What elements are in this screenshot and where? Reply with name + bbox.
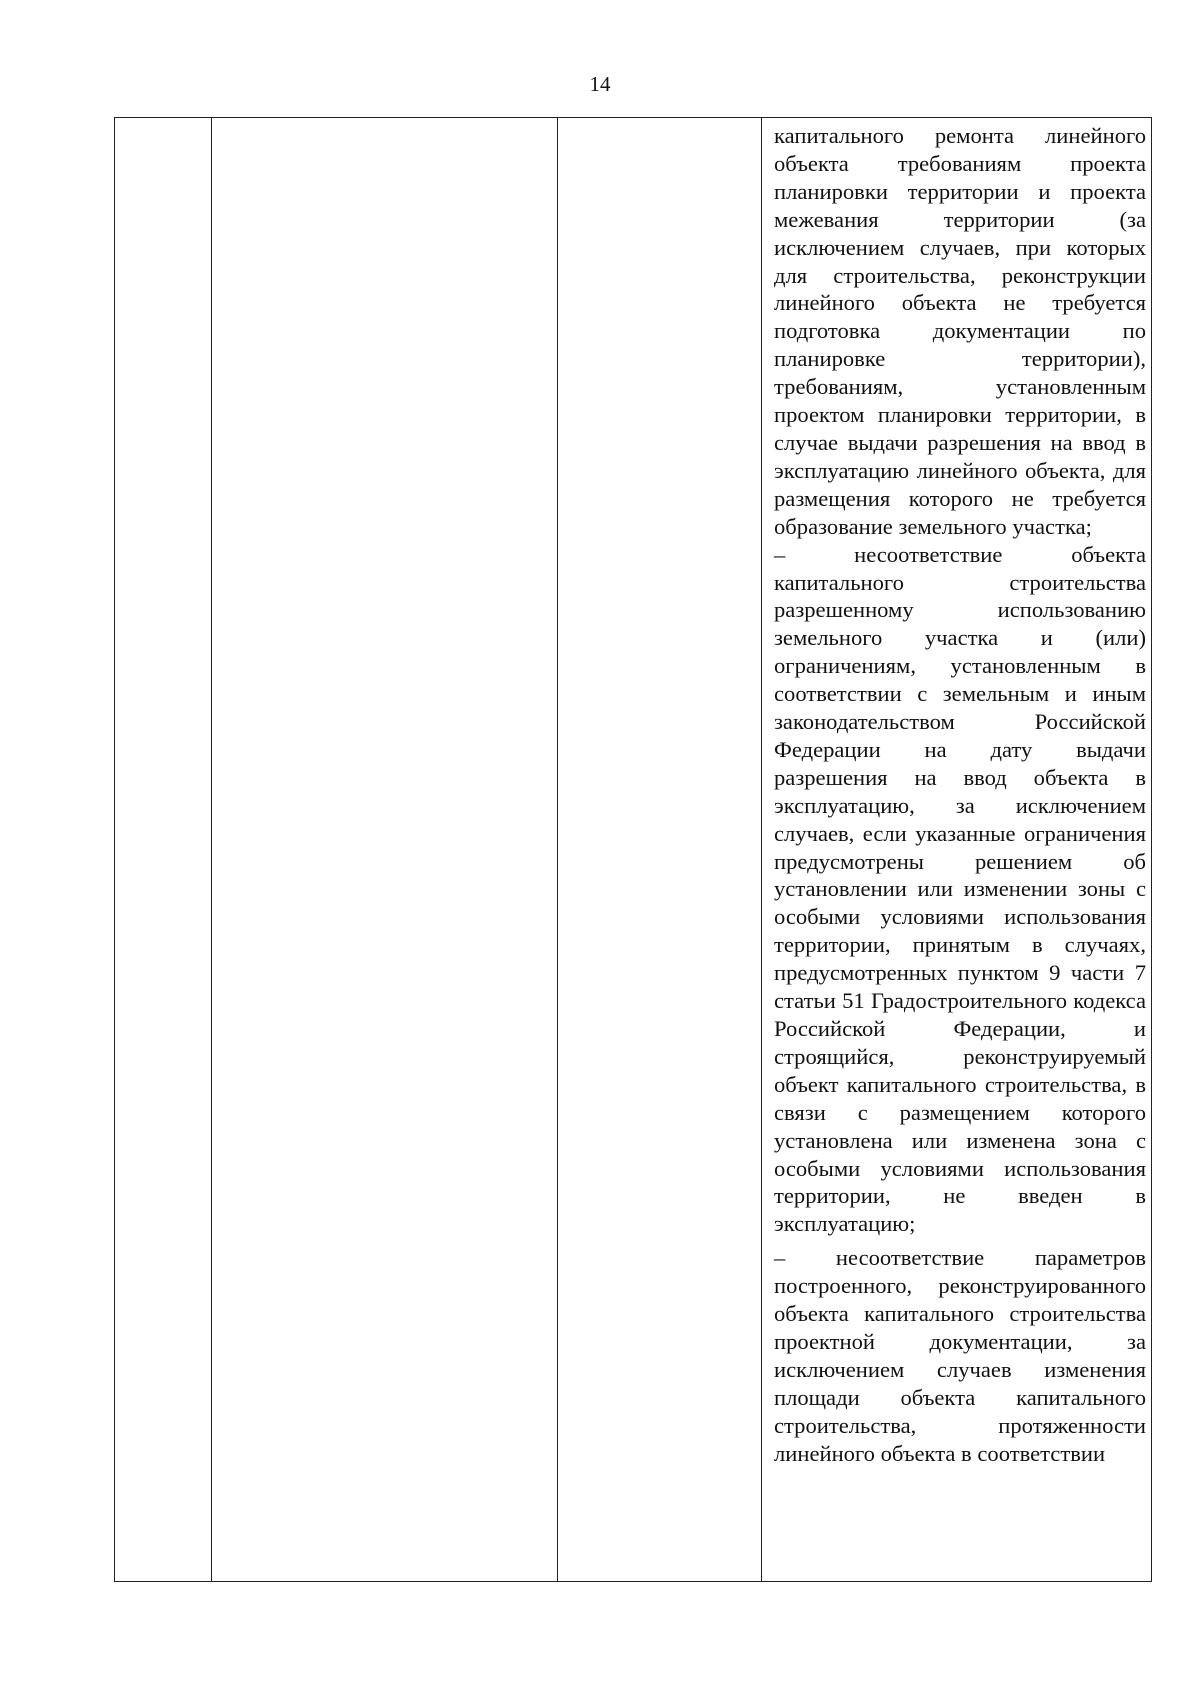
page-number: 14	[589, 72, 611, 96]
cell-paragraph: капитального ремонта линейного объекта требованиям проекта планировки территории и проекта межевания территории (за исключением случаев, при которых для строительства, реконструкции линейного объекта не требуется подготовка документации по планировке территории), требованиям, установленным проектом планировки территории, в случае выдачи разрешения на ввод в эксплуатацию линейного объекта, для размещения которого не требуется образование земельного участка;	[774, 123, 1146, 539]
column-divider	[557, 118, 558, 1581]
column-divider	[761, 118, 762, 1581]
cell-paragraph: – несоответствие объекта капитального строительства разрешенному использованию земельного участка и (или) ограничениям, установленным в соответствии с земельным и иным законодательством Российской Федерации на дату выдачи разрешения на ввод объекта в эксплуатацию, за исключением случаев, если указанные ограничения предусмотрены решением об установлении или изменении зоны с особыми условиями использования территории, принятым в случаях, предусмотренных пунктом 9 части 7 статьи 51 Градостроительного кодекса Российской Федерации, и строящийся, реконструируемый объект капитального строительства, в связи с размещением которого установлена или изменена зона с особыми условиями использования территории, не введен в эксплуатацию;	[774, 541, 1146, 1237]
table-cell-column-4	[774, 122, 1146, 1468]
cell-paragraph: – несоответствие параметров построенного, реконструированного объекта капитального строительства проектной документации, за исключением случаев изменения площади объекта капитального строительства, протяженности линейного объекта в соответствии	[774, 1245, 1146, 1466]
column-divider	[211, 118, 212, 1581]
document-table	[114, 117, 1152, 1582]
